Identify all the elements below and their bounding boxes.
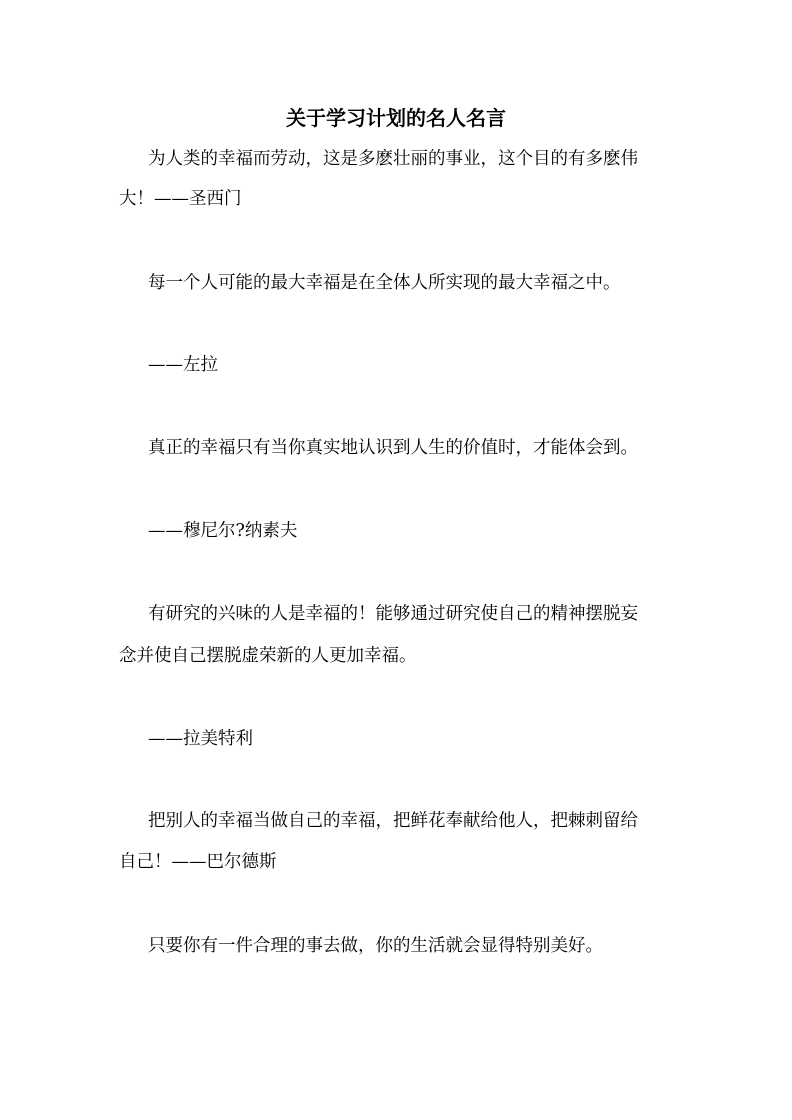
- paragraph-line: 只要你有一件合理的事去做，你的生活就会显得特别美好。: [148, 936, 603, 956]
- paragraph-line: 真正的幸福只有当你真实地认识到人生的价值时，才能体会到。: [148, 438, 638, 458]
- paragraph-line: 为人类的幸福而劳动，这是多麽壮丽的事业，这个目的有多麽伟: [148, 149, 638, 169]
- paragraph-line: 每一个人可能的最大幸福是在全体人所实现的最大幸福之中。: [148, 273, 621, 293]
- paragraph-line: 念并使自己摆脱虚荣新的人更加幸福。: [119, 646, 417, 666]
- document-title: 关于学习计划的名人名言: [286, 106, 506, 130]
- paragraph-line: 大！——圣西门: [119, 189, 242, 209]
- paragraph-line: ——左拉: [148, 355, 218, 375]
- paragraph-line: 有研究的兴味的人是幸福的！能够通过研究使自己的精神摆脱妄: [148, 604, 638, 624]
- paragraph-line: ——穆尼尔?纳素夫: [148, 521, 298, 541]
- paragraph-line: 把别人的幸福当做自己的幸福，把鲜花奉献给他人，把棘刺留给: [148, 811, 638, 831]
- paragraph-line: 自己！——巴尔德斯: [119, 852, 277, 872]
- paragraph-line: ——拉美特利: [148, 729, 253, 749]
